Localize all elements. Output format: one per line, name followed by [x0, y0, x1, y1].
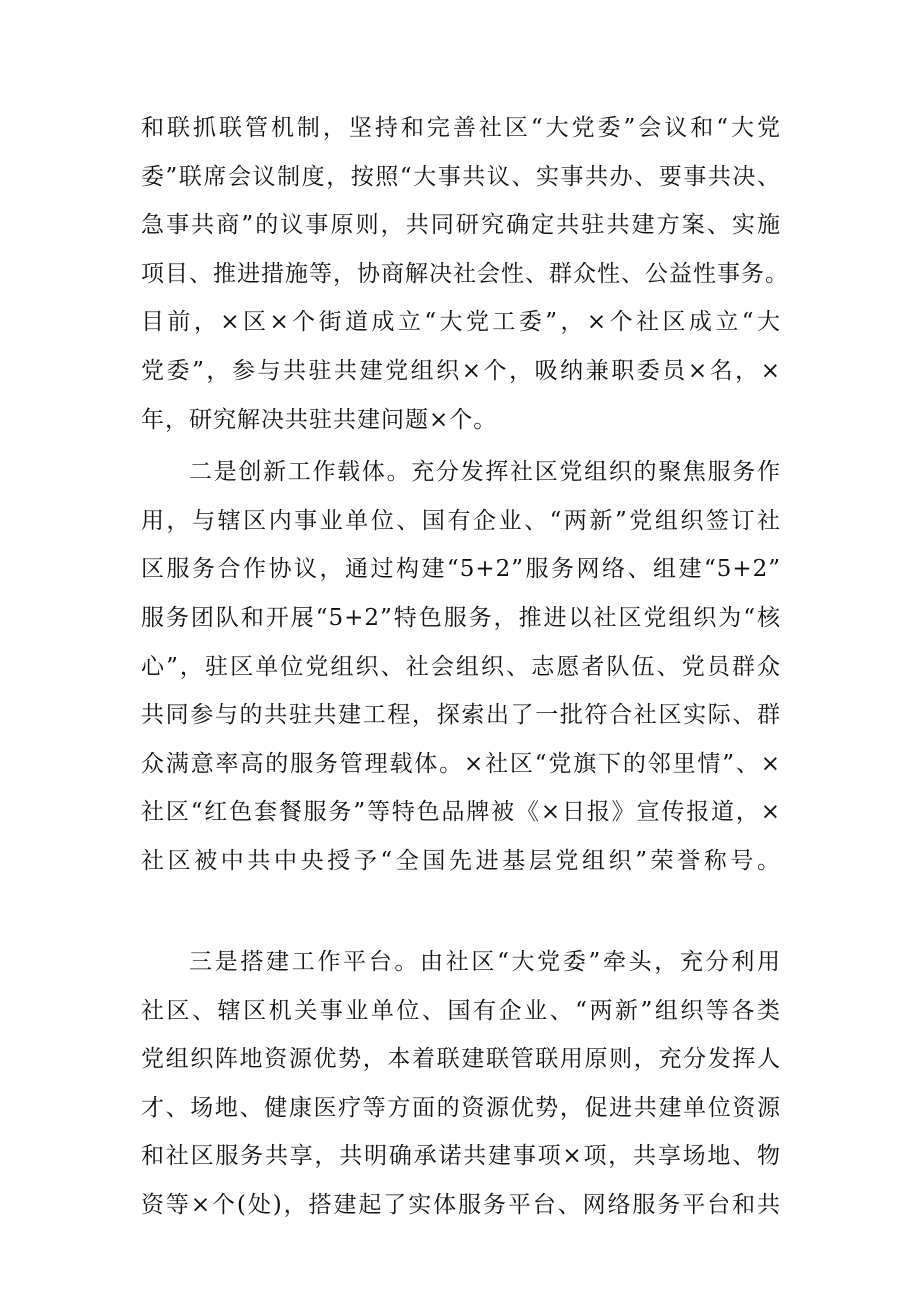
- text-line: 才、场地、健康医疗等方面的资源优势，促进共建单位资源: [141, 1094, 781, 1121]
- text-line: 社区“红色套餐服务”等特色品牌被《×日报》宣传报道，×: [141, 799, 781, 826]
- text-line: 心”，驻区单位党组织、社会组织、志愿者队伍、党员群众: [141, 653, 781, 680]
- document-body: [141, 104, 789, 1230]
- text-line: 委”联席会议制度，按照“大事共议、实事共办、要事共决、: [141, 163, 781, 190]
- paragraph-1: [141, 104, 789, 444]
- text-line: 众满意率高的服务管理载体。×社区“党旗下的邻里情”、×: [141, 750, 781, 777]
- text-line: 资等×个(处)，搭建起了实体服务平台、网络服务平台和共: [141, 1192, 781, 1219]
- text-line: [141, 886, 781, 935]
- paragraph-2: [141, 448, 781, 934]
- text-line: 用，与辖区内事业单位、国有企业、“两新”党组织签订社: [141, 507, 781, 534]
- paragraph-3: [141, 938, 781, 1230]
- text-line: 服务团队和开展“5+2”特色服务，推进以社区党组织为“核: [141, 604, 781, 631]
- text-line: 急事共商”的议事原则，共同研究确定共驻共建方案、实施: [141, 212, 781, 239]
- text-line: 和社区服务共享，共明确承诺共建事项×项，共享场地、物: [141, 1143, 781, 1170]
- text-line: 共同参与的共驻共建工程，探索出了一批符合社区实际、群: [141, 702, 781, 729]
- text-line: 和联抓联管机制，坚持和完善社区“大党委”会议和“大党: [141, 115, 781, 141]
- text-line: 年，研究解决共驻共建问题×个。: [141, 406, 498, 433]
- text-line: 党组织阵地资源优势，本着联建联管联用原则，充分发挥人: [141, 1046, 781, 1073]
- text-line: 社区被中共中央授予“全国先进基层党组织”荣誉称号。: [141, 847, 781, 874]
- text-line: 党委”，参与共驻共建党组织×个，吸纳兼职委员×名，×: [141, 357, 781, 384]
- text-line: 社区、辖区机关事业单位、国有企业、“两新”组织等各类: [141, 997, 781, 1024]
- text-line: 项目、推进措施等，协商解决社会性、群众性、公益性事务。: [141, 260, 789, 287]
- text-line: 目前，×区×个街道成立“大党工委”，×个社区成立“大: [141, 309, 781, 336]
- text-line: 三是搭建工作平台。由社区“大党委”牵头，充分利用: [189, 949, 781, 976]
- text-line: 二是创新工作载体。充分发挥社区党组织的聚焦服务作: [189, 459, 781, 486]
- text-line: 区服务合作协议，通过构建“5+2”服务网络、组建“5+2”: [141, 556, 781, 583]
